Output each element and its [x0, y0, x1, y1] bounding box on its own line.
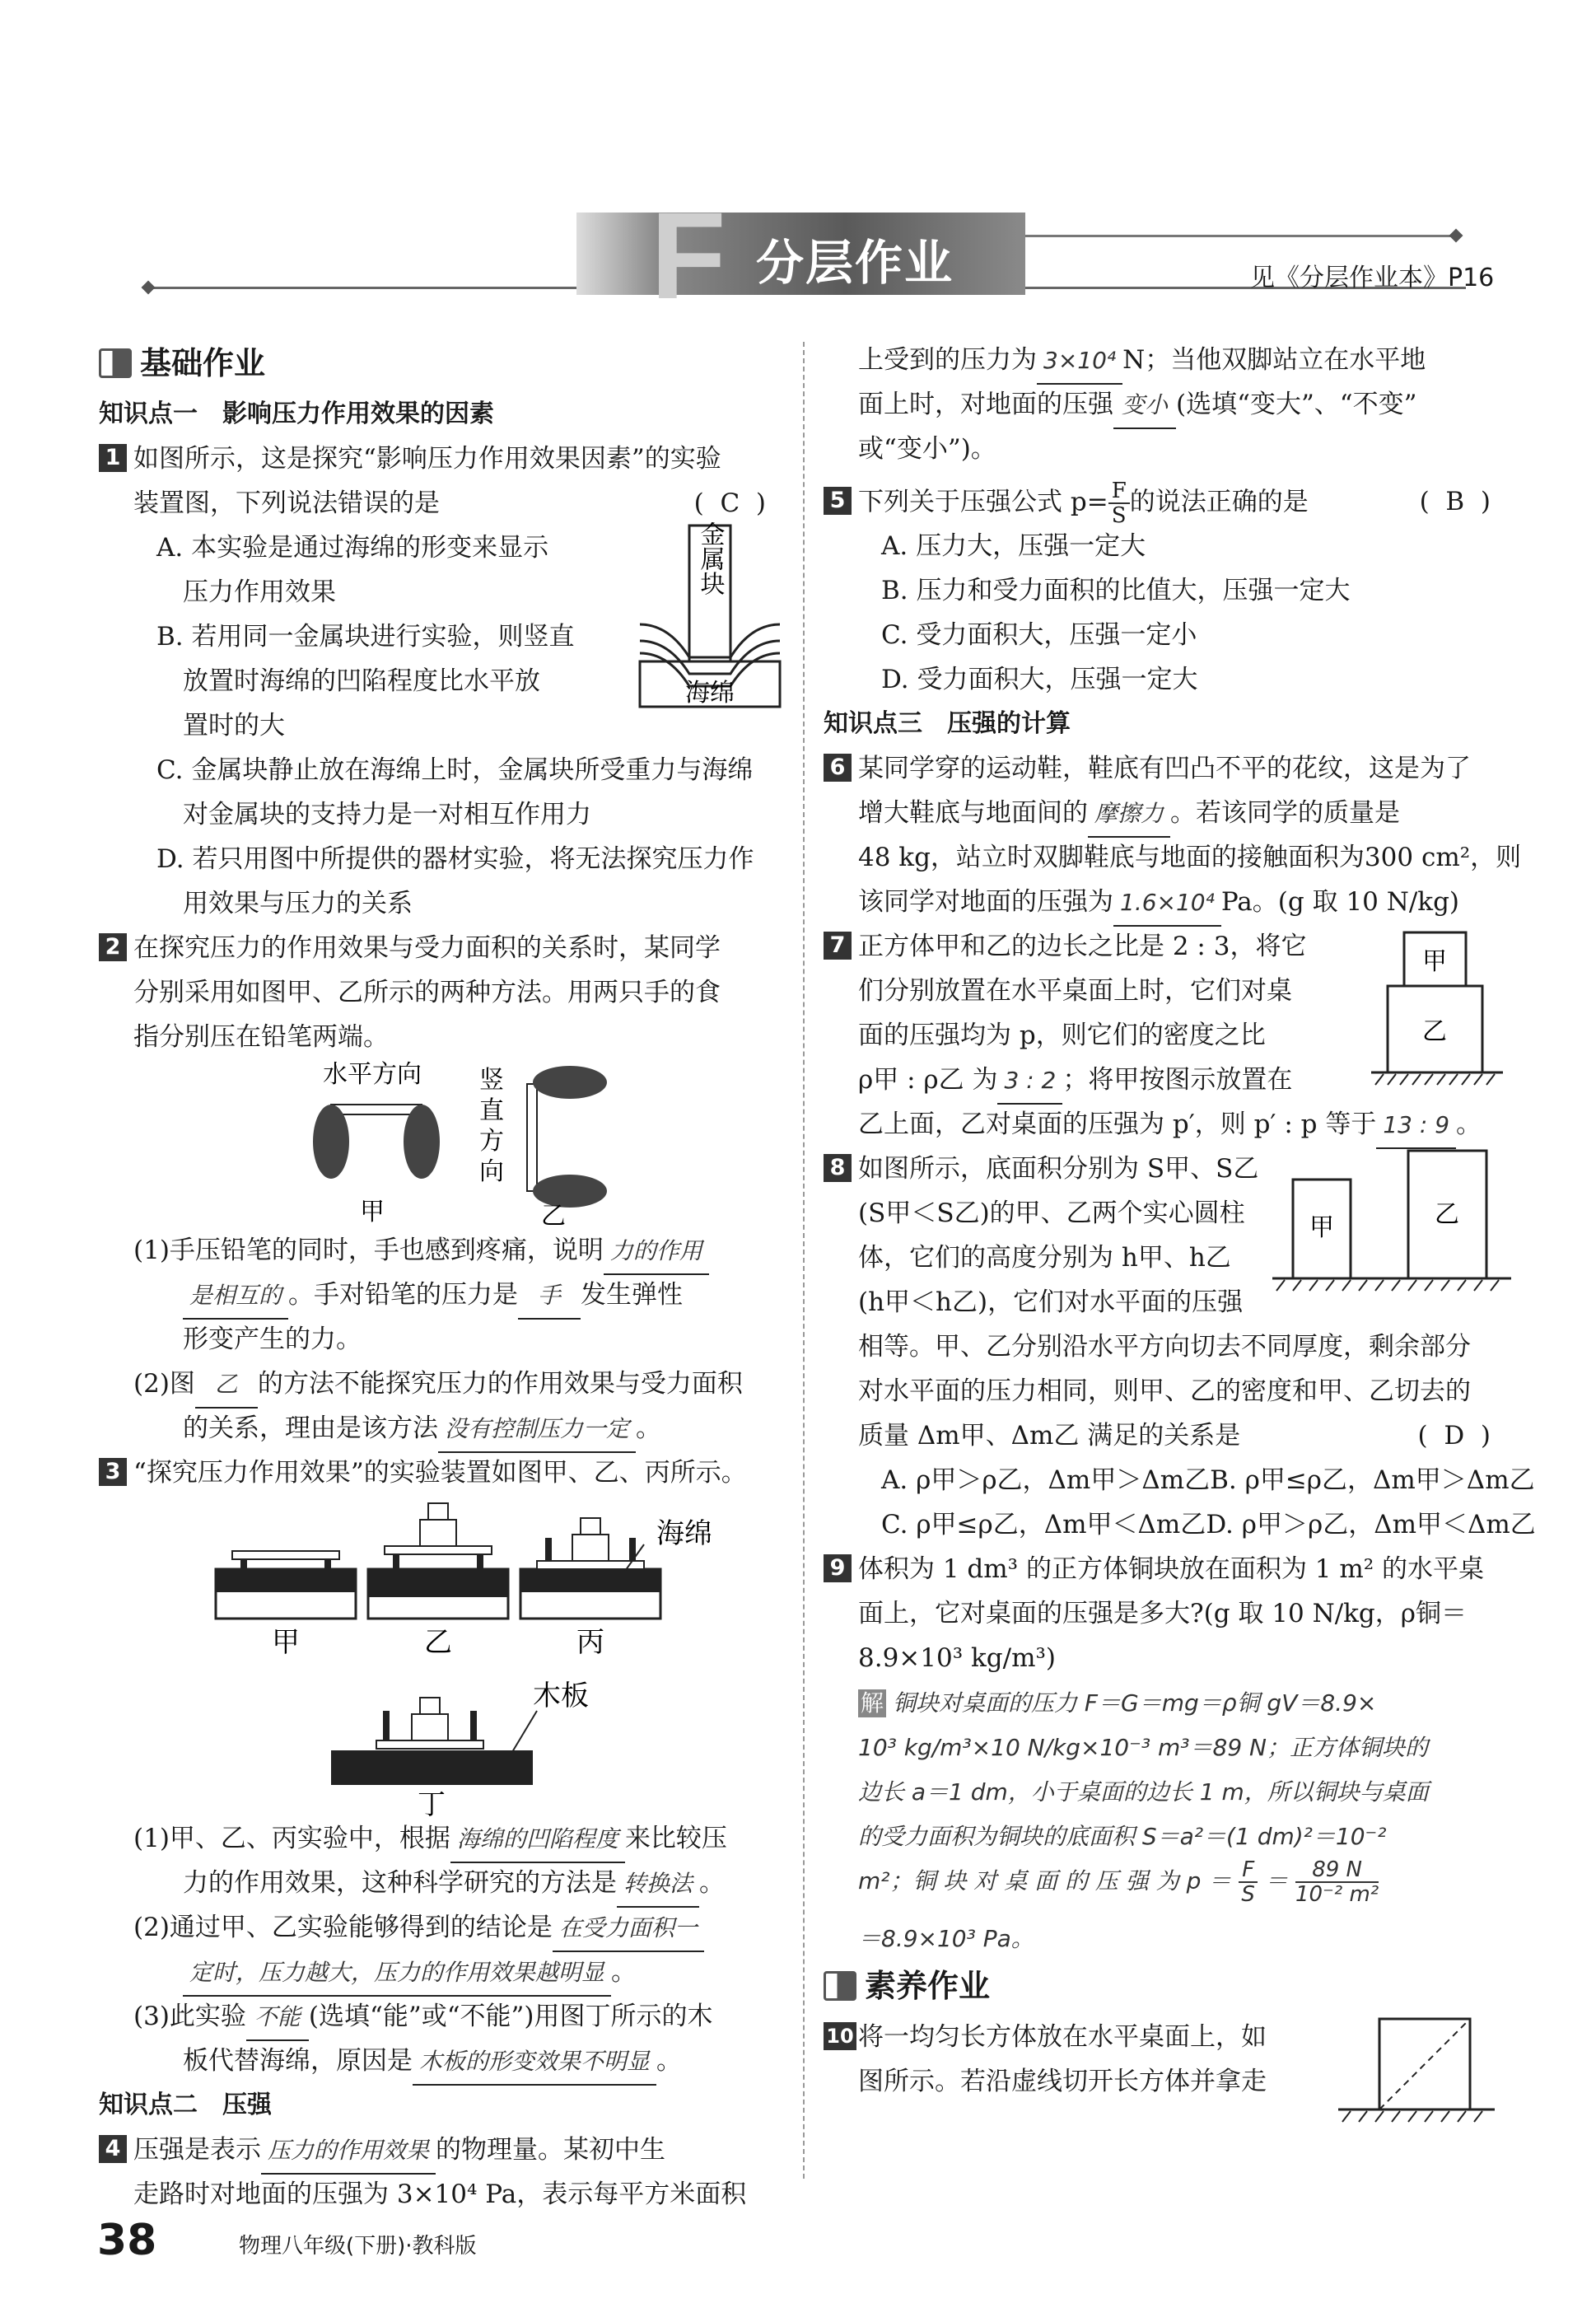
question-8 — [824, 1147, 1536, 1547]
answer-blank: 转换法 — [617, 1862, 699, 1908]
question-stem: 如图所示，这是探究“影响压力作用效果因素”的实验 — [133, 444, 721, 474]
label-board: 木板 — [533, 1680, 589, 1712]
text: 走路时对地面的压强为 3×10⁴ Pa，表示每平方米面积 — [133, 2180, 747, 2209]
text: m²；铜 块 对 桌 面 的 压 强 为 p ＝ — [858, 1867, 1232, 1895]
question-number: 1 — [99, 444, 127, 472]
option-c: C. ρ甲≤ρ乙，Δm甲＜Δm乙 — [881, 1510, 1206, 1539]
option-d-cont: 用效果与压力的关系 — [183, 889, 413, 918]
question-4-cont — [824, 338, 1507, 471]
answer-letter: C — [720, 488, 740, 518]
text: 。手对铅笔的压力是 — [288, 1280, 519, 1310]
text: ρ甲 : ρ乙 为 — [858, 1065, 998, 1095]
label-jia: 甲 — [1422, 947, 1447, 976]
option-d: D. 若只用图中所提供的器材实验，将无法探究压力作 — [156, 844, 754, 874]
label-vertical: 竖 — [479, 1066, 504, 1095]
answer-blank: 摩擦力 — [1088, 792, 1170, 838]
option-d: D. ρ甲＞ρ乙，Δm甲＜Δm乙 — [1206, 1510, 1536, 1539]
text: 相等。甲、乙分别沿水平方向切去不同厚度，剩余部分 — [858, 1332, 1471, 1362]
question-number: 8 — [824, 1154, 852, 1182]
question-number: 10 — [824, 2022, 856, 2050]
label-metal-block: 金属块 — [695, 521, 725, 596]
knowledge-point-2: 知识点二 压强 — [99, 2091, 272, 2119]
section-basic — [99, 341, 782, 385]
label-vertical: 向 — [479, 1157, 504, 1186]
label-bing: 丙 — [576, 1626, 604, 1659]
fraction — [1239, 1858, 1258, 1906]
arrow-icon — [99, 348, 132, 378]
label-jia: 甲 — [272, 1626, 300, 1659]
fraction — [1295, 1858, 1379, 1906]
text: 的物理量。某初中生 — [436, 2135, 666, 2165]
text: 。 — [1456, 1110, 1482, 1139]
figure-stacked-cubes — [1367, 924, 1507, 1089]
header-rule-end-right — [1449, 229, 1463, 243]
text: 面上，它对桌面的压强是多大?(g 取 10 N/kg，ρ铜＝ — [858, 1599, 1467, 1628]
text: 铜块对桌面的压力 F＝G＝mg＝ρ铜 gV＝8.9× — [893, 1689, 1377, 1717]
text: 的方法不能探究压力的作用效果与受力面积 — [257, 1369, 743, 1399]
option-b: B. ρ甲≤ρ乙，Δm甲＞Δm乙 — [1210, 1465, 1535, 1495]
option-a: A. ρ甲＞ρ乙，Δm甲＞Δm乙 — [881, 1465, 1211, 1495]
answer-choice: ( C ) — [693, 488, 766, 518]
text: 该同学对地面的压强为 — [858, 887, 1113, 917]
label-yi: 乙 — [541, 1202, 566, 1231]
label-yi: 乙 — [1435, 1200, 1459, 1229]
option-b-cont: 放置时海绵的凹陷程度比水平放 — [183, 666, 540, 696]
label-yi: 乙 — [424, 1626, 452, 1659]
text: 。 — [636, 1413, 662, 1443]
label-sponge: 海绵 — [656, 1517, 712, 1550]
text: (选填“变大”、“不变” — [1176, 390, 1417, 419]
figure-metal-block-sponge — [636, 517, 784, 723]
book-title: 物理八年级(下册)·教科版 — [239, 2234, 477, 2259]
answer-letter: D — [1444, 1421, 1465, 1451]
text: 来比较压 — [624, 1824, 727, 1853]
option-a: A. 本实验是通过海绵的形变来显示 — [156, 533, 549, 563]
text: 或“变小”)。 — [858, 434, 996, 464]
question-stem: 在探究压力的作用效果与受力面积的关系时，某同学 — [133, 933, 721, 963]
text: 的说法正确的是 — [1129, 487, 1309, 517]
text: 。 — [656, 2046, 683, 2076]
figure-cylinders — [1268, 1147, 1515, 1295]
text: 的受力面积为铜块的底面积 S＝a²＝(1 dm)²＝10⁻² — [858, 1823, 1387, 1850]
option-a-cont: 压力作用效果 — [183, 577, 336, 607]
figure-pencil-hands — [315, 1059, 660, 1231]
answer-blank: 3 : 2 — [997, 1058, 1062, 1105]
text: 10³ kg/m³×10 N/kg×10⁻³ m³＝89 N；正方体铜块的 — [858, 1734, 1429, 1761]
answer-blank: 海绵的凹陷程度 — [450, 1817, 625, 1863]
question-5 — [824, 479, 1507, 702]
solution — [858, 1680, 1507, 1960]
text: (1)甲、乙、丙实验中，根据 — [133, 1824, 450, 1853]
question-10 — [824, 2015, 1507, 2104]
text: (h甲＜h乙)，它们对水平面的压强 — [858, 1287, 1244, 1317]
text: (1)手压铅笔的同时，手也感到疼痛，说明 — [133, 1236, 604, 1265]
option-c: C. 金属块静止放在海绵上时，金属块所受重力与海绵 — [156, 755, 754, 785]
question-1 — [99, 437, 782, 926]
answer-blank: 没有控制压力一定 — [438, 1407, 636, 1453]
answer-blank: 木板的形变效果不明显 — [413, 2039, 656, 2086]
question-7 — [824, 924, 1507, 1147]
text: 面上时，对地面的压强 — [858, 390, 1113, 419]
header-title: 分层作业 — [756, 235, 954, 291]
answer-choice: ( D ) — [1417, 1421, 1491, 1451]
text: 。若该同学的质量是 — [1170, 798, 1401, 828]
question-number: 6 — [824, 754, 852, 782]
answer-blank: 不能 — [246, 1995, 309, 2041]
text: Pa。(g 取 10 N/kg) — [1220, 887, 1460, 917]
answer-blank: 压力的作用效果 — [261, 2128, 436, 2175]
text: (2)图 — [133, 1369, 195, 1399]
text: 如图所示，底面积分别为 S甲、S乙 — [858, 1154, 1259, 1184]
text: (S甲＜S乙)的甲、乙两个实心圆柱 — [858, 1198, 1245, 1228]
answer-blank: 力的作用 — [604, 1229, 709, 1275]
question-stem: “探究压力作用效果”的实验装置如图甲、乙、丙所示。 — [133, 1458, 747, 1488]
text: 图所示。若沿虚线切开长方体并拿走 — [858, 2067, 1267, 2096]
page-number: 38 — [97, 2216, 157, 2265]
answer-blank: 变小 — [1113, 383, 1176, 429]
question-3 — [99, 1451, 782, 2083]
text: 压强是表示 — [133, 2135, 261, 2165]
text: ；将甲按图示放置在 — [1062, 1065, 1293, 1095]
knowledge-point-3: 知识点三 压强的计算 — [824, 709, 1071, 738]
label-vertical: 直 — [479, 1096, 504, 1125]
answer-blank: 手 — [518, 1273, 581, 1320]
answer-blank: 13 : 9 — [1376, 1103, 1456, 1149]
section-title: 基础作业 — [140, 345, 266, 381]
header-reference: 见《分层作业本》P16 — [1250, 264, 1495, 292]
question-9 — [824, 1547, 1507, 1960]
text: (3)此实验 — [133, 2002, 246, 2031]
question-stem: 指分别压在铅笔两端。 — [133, 1022, 389, 1052]
denominator: S — [1241, 1882, 1255, 1907]
label-yi: 乙 — [1422, 1017, 1447, 1046]
text: 增大鞋底与地面间的 — [858, 798, 1088, 828]
solution-tag: 解 — [858, 1689, 886, 1717]
header-rule-right — [1021, 235, 1458, 237]
option-b: B. 若用同一金属块进行实验，则竖直 — [156, 622, 575, 652]
arrow-icon — [824, 1971, 856, 2001]
text: ＝8.9×10³ Pa。 — [858, 1925, 1034, 1952]
text: 们分别放置在水平桌面上时，它们对桌 — [858, 976, 1292, 1006]
text: 发生弹性 — [581, 1280, 684, 1310]
text: 将一均匀长方体放在水平桌面上，如 — [858, 2022, 1267, 2052]
answer-blank: 乙 — [195, 1362, 258, 1409]
text: 边长 a＝1 dm，小于桌面的边长 1 m，所以铜块与桌面 — [858, 1778, 1429, 1806]
denominator: 10⁻² m² — [1295, 1882, 1379, 1907]
figure-pressure-experiment — [208, 1495, 712, 1821]
label-ding: 丁 — [418, 1788, 446, 1821]
question-number: 5 — [824, 487, 852, 515]
option-c: C. 受力面积大，压强一定小 — [881, 620, 1197, 650]
section-title: 素养作业 — [865, 1968, 991, 2004]
label-jia: 甲 — [1309, 1213, 1334, 1242]
text: 乙上面，乙对桌面的压强为 p′，则 p′ : p 等于 — [858, 1110, 1377, 1139]
text: 正方体甲和乙的边长之比是 2 : 3，将它 — [858, 932, 1307, 961]
right-column — [824, 338, 1536, 2104]
text: 48 kg，站立时双脚鞋底与地面的接触面积为300 cm²，则 — [858, 843, 1522, 872]
column-divider — [803, 342, 805, 2179]
equals: ＝ — [1265, 1867, 1289, 1895]
question-number: 2 — [99, 933, 127, 961]
text: (选填“能”或“不能”)用图丁所示的木 — [308, 2002, 713, 2031]
text: 。 — [611, 1957, 637, 1987]
answer-blank: 3×10⁴ — [1037, 339, 1122, 385]
answer-letter: B — [1445, 487, 1465, 516]
section-literacy — [824, 1964, 1507, 2008]
text: 8.9×10³ kg/m³) — [858, 1643, 1056, 1673]
option-d: D. 受力面积大，压强一定大 — [881, 665, 1198, 694]
label-vertical: 方 — [479, 1127, 504, 1156]
text: 质量 Δm甲、Δm乙 满足的关系是 — [858, 1421, 1241, 1451]
question-number: 4 — [99, 2135, 127, 2163]
text: 板代替海绵，原因是 — [183, 2046, 413, 2076]
text: 某同学穿的运动鞋，鞋底有凹凸不平的花纹，这是为了 — [858, 754, 1471, 783]
label-sponge: 海绵 — [685, 679, 735, 708]
answer-blank: 是相互的 — [183, 1273, 288, 1320]
question-6 — [824, 746, 1522, 924]
text: 对水平面的压力相同，则甲、乙的密度和甲、乙切去的 — [858, 1376, 1471, 1406]
numerator: 89 N — [1295, 1858, 1379, 1883]
knowledge-point-1: 知识点一 影响压力作用效果的因素 — [99, 399, 494, 428]
header-rule-end — [142, 281, 156, 295]
text: 形变产生的力。 — [183, 1325, 362, 1354]
text: 面的压强均为 p，则它们的密度之比 — [858, 1021, 1266, 1050]
question-number: 7 — [824, 932, 852, 960]
text: 力的作用效果，这种科学研究的方法是 — [183, 1868, 617, 1898]
answer-choice: ( B ) — [1419, 487, 1491, 516]
label-horizontal: 水平方向 — [323, 1060, 422, 1089]
denominator: S — [1111, 503, 1127, 528]
question-stem: 装置图，下列说法错误的是 — [133, 488, 440, 518]
question-number: 3 — [99, 1458, 127, 1486]
option-b-cont: 置时的大 — [183, 711, 285, 741]
option-b: B. 压力和受力面积的比值大，压强一定大 — [881, 576, 1351, 605]
figure-cuboid — [1334, 2011, 1499, 2134]
text: 的关系，理由是该方法 — [183, 1413, 438, 1443]
text: 上受到的压力为 — [858, 345, 1037, 375]
label-jia: 甲 — [360, 1198, 385, 1226]
numerator: F — [1239, 1858, 1258, 1883]
fraction — [1108, 479, 1130, 527]
header-letter: F — [651, 186, 726, 325]
option-c-cont: 对金属块的支持力是一对相互作用力 — [183, 800, 591, 829]
question-2 — [99, 926, 782, 1451]
text: 下列关于压强公式 p= — [858, 487, 1108, 517]
text: 体，它们的高度分别为 h甲、h乙 — [858, 1243, 1231, 1273]
question-4 — [99, 2128, 782, 2217]
answer-blank: 1.6×10⁴ — [1113, 881, 1221, 927]
answer-blank: 定时，压力越大，压力的作用效果越明显 — [183, 1951, 611, 1997]
question-number: 9 — [824, 1554, 852, 1582]
text: 体积为 1 dm³ 的正方体铜块放在面积为 1 m² 的水平桌 — [858, 1554, 1485, 1584]
text: 。 — [699, 1868, 726, 1898]
left-column — [99, 338, 782, 2217]
text: (2)通过甲、乙实验能够得到的结论是 — [133, 1913, 553, 1942]
text: N；当他双脚站立在水平地 — [1122, 345, 1426, 375]
question-stem: 分别采用如图甲、乙所示的两种方法。用两只手的食 — [133, 978, 721, 1007]
option-a: A. 压力大，压强一定大 — [881, 531, 1146, 561]
answer-blank: 在受力面积一 — [553, 1906, 704, 1952]
numerator: F — [1108, 479, 1130, 504]
